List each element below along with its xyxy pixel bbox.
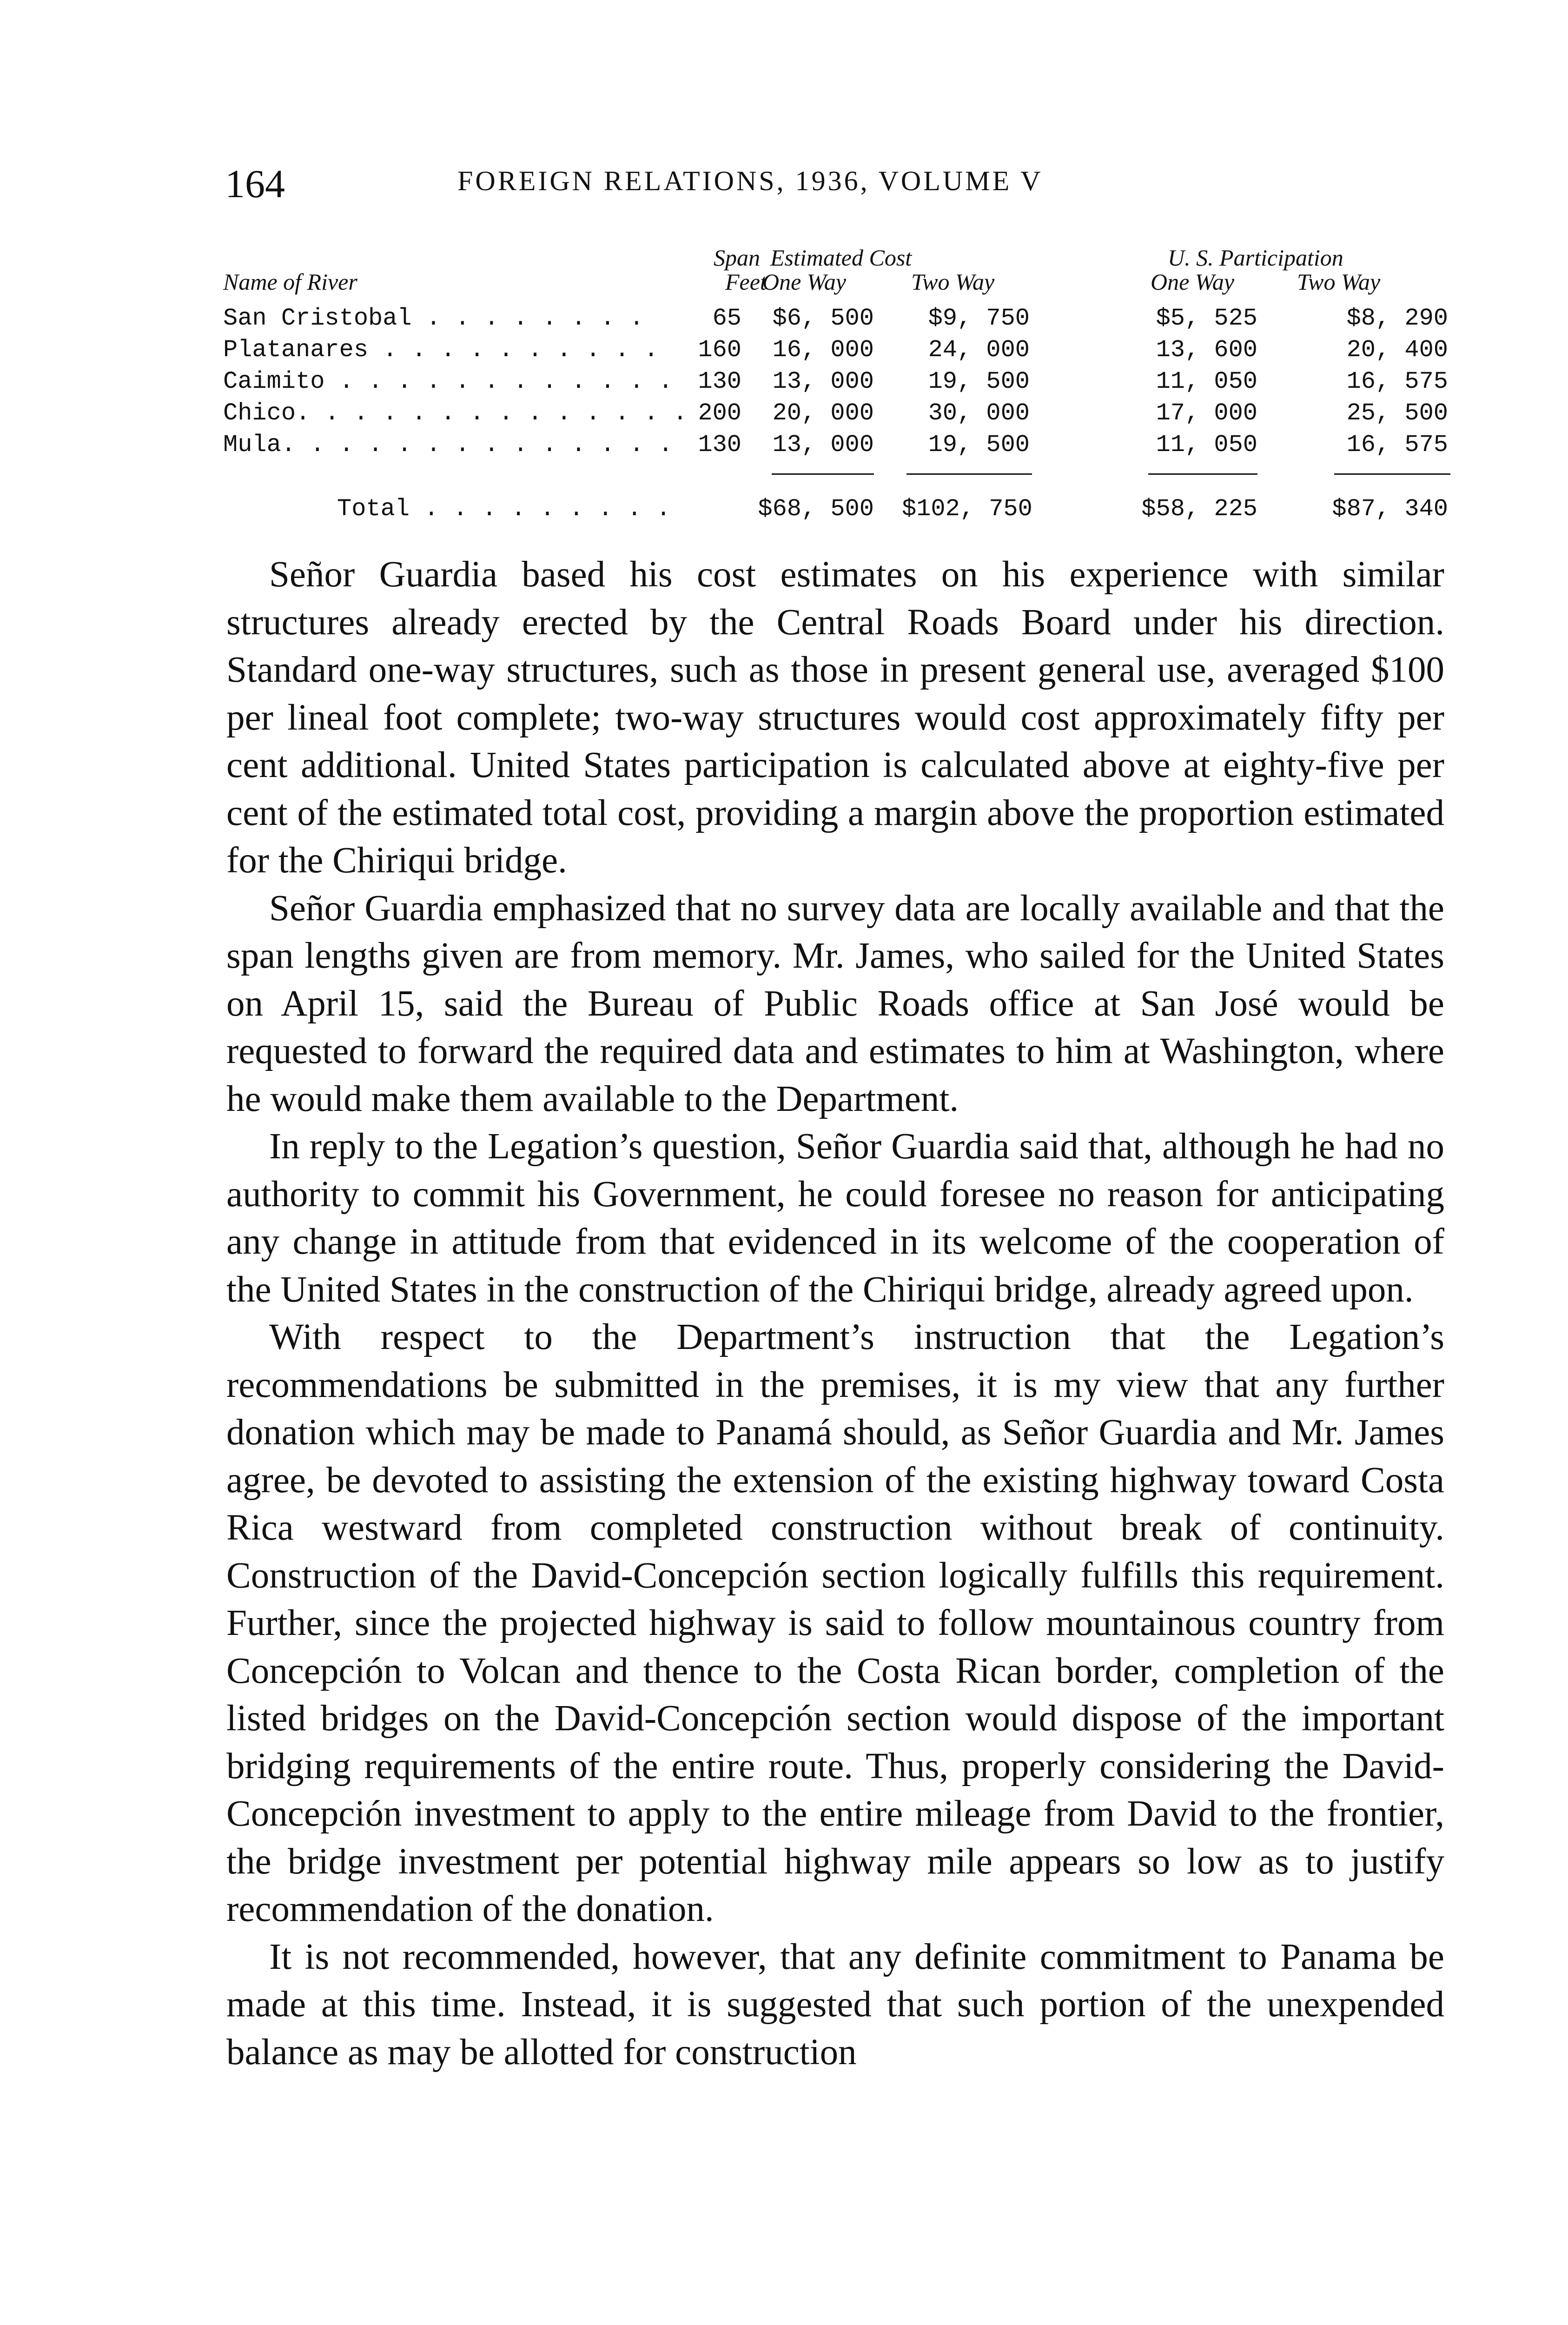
estimated-cost-header: Estimated Cost — [770, 245, 912, 271]
total-rule — [906, 473, 1032, 475]
table-row-est-two: 19, 500 — [928, 368, 1030, 395]
us-one-way-header: One Way — [1151, 269, 1235, 295]
paragraph: It is not recommended, however, that any definite commitment to Panama be made at this time. Instead, it is suggested that such portion of the unexpended balance as may be allotted for construction — [226, 1936, 1444, 2073]
table-row-span: 130 — [698, 368, 741, 395]
table-row-us-two: 16, 575 — [1346, 368, 1448, 395]
table-row-name: Caimito . . . . . . . . . . . . — [223, 368, 673, 395]
paragraph: Señor Guardia based his cost estimates on his experience with similar structures already erected by the Central Roads Board under his direction. Standard one-way structures, such as those in present general use, averaged $100 per lineal foot complete; two-way structures would cost approximately fifty per cent additional. United States participation is calculated above at eighty-five per cent of the estimated total cost, providing a margin above the proportion estimated for the Chiriqui bridge. — [226, 554, 1444, 881]
table-row-us-two: 16, 575 — [1346, 431, 1448, 458]
body-text — [226, 551, 1444, 2076]
table-row-us-one: 11, 050 — [1156, 431, 1257, 458]
page-number: 164 — [225, 161, 285, 206]
table-row-est-one: $6, 500 — [772, 305, 874, 332]
running-head: FOREIGN RELATIONS, 1936, VOLUME V — [457, 166, 1043, 196]
total-rule — [1148, 473, 1257, 475]
total-rule — [772, 473, 874, 475]
paragraph: Señor Guardia emphasized that no survey data are locally available and that the span lengths given are from memory. Mr. James, who sailed for the United States on April 15, said the Bureau of Public Roads office at San José would be requested to forward the required data and estimates to him at Washington, where he would make them available to the Department. — [226, 888, 1444, 1119]
table-row-name: Chico. . . . . . . . . . . . . . — [223, 399, 688, 427]
table-row-est-one: 16, 000 — [772, 336, 874, 364]
table-row-est-two: 19, 500 — [928, 431, 1030, 458]
total-est-two: $102, 750 — [902, 495, 1032, 523]
table-row-us-one: 11, 050 — [1156, 368, 1257, 395]
table-row-span: 130 — [698, 431, 741, 458]
table-row-us-two: $8, 290 — [1346, 305, 1448, 332]
span-header: Span — [714, 245, 760, 271]
table-row-us-two: 25, 500 — [1346, 399, 1448, 427]
total-us-one: $58, 225 — [1141, 495, 1257, 523]
paragraph: In reply to the Legation’s question, Señor Guardia said that, although he had no authority to commit his Government, he could foresee no reason for anticipating any change in attitude from that evidenced in its welcome of the cooperation of the United States in the construction of the Chiriqui bridge, already agreed upon. — [226, 1126, 1444, 1310]
feet-header: Feet — [725, 269, 767, 295]
paragraph: With respect to the Department’s instruction that the Legation’s recommendations be submitted in the premises, it is my view that any further donation which may be made to Panamá should, as Señor Guardia and Mr. James agree, be devoted to assisting the extension of the existing highway toward Costa Rica westward from completed construction without break of continuity. Construction of the David-Concepción section logically fulfills this requirement. Further, since the projected highway is said to follow mountainous country from Concepción to Volcan and thence to the Costa Rican border, completion of the listed bridges on the David-Concepción section would dispose of the important bridging requirements of the entire route. Thus, properly considering the David-Concepción investment to apply to the entire mileage from David to the frontier, the bridge investment per potential highway mile appears so low as to justify recommendation of the donation. — [226, 1317, 1444, 1929]
table-row-us-one: 13, 600 — [1156, 336, 1257, 364]
table-row-est-one: 20, 000 — [772, 399, 874, 427]
table-row-est-two: 30, 000 — [928, 399, 1030, 427]
total-rule — [1334, 473, 1450, 475]
table-row-est-one: 13, 000 — [772, 368, 874, 395]
table-row-span: 160 — [698, 336, 741, 364]
table-row-est-one: 13, 000 — [772, 431, 874, 458]
est-two-way-header: Two Way — [911, 269, 995, 295]
table-row-est-two: 24, 000 — [928, 336, 1030, 364]
table-row-us-one: 17, 000 — [1156, 399, 1257, 427]
total-us-two: $87, 340 — [1332, 495, 1448, 523]
us-two-way-header: Two Way — [1297, 269, 1381, 295]
total-est-one: $68, 500 — [758, 495, 874, 523]
table-row-span: 200 — [698, 399, 741, 427]
bridge-cost-table — [223, 244, 1450, 546]
est-one-way-header: One Way — [762, 269, 847, 295]
table-row-est-two: $9, 750 — [928, 305, 1030, 332]
table-row-name: Platanares . . . . . . . . . . — [223, 336, 659, 364]
us-participation-header: U. S. Participation — [1168, 245, 1343, 271]
table-row-name: San Cristobal . . . . . . . . — [223, 305, 644, 332]
table-row-us-two: 20, 400 — [1346, 336, 1448, 364]
total-label: Total . . . . . . . . . — [337, 495, 671, 523]
table-row-us-one: $5, 525 — [1156, 305, 1257, 332]
table-row-span: 65 — [712, 305, 741, 332]
page-header — [225, 160, 1443, 206]
table-row-name: Mula. . . . . . . . . . . . . . — [223, 431, 673, 458]
name-of-river-header: Name of River — [223, 269, 357, 295]
